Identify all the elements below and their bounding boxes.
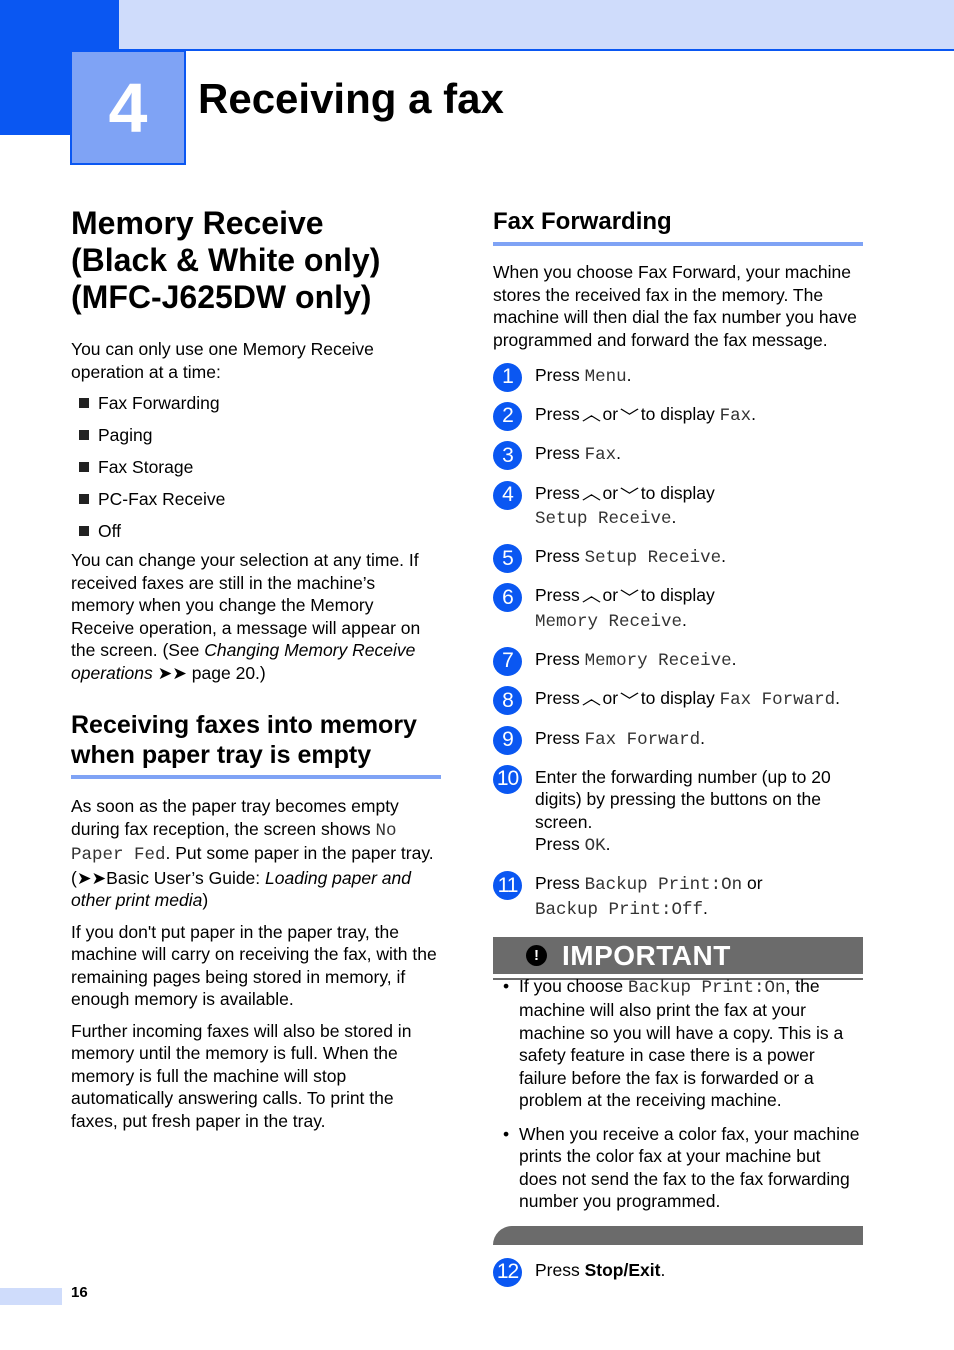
heading-line: (MFC-J625DW only): [71, 279, 372, 315]
up-chevron-icon: ︿: [582, 486, 601, 502]
step-number-badge: 12: [493, 1258, 522, 1287]
cross-reference-link[interactable]: Loading paper and other print media: [71, 867, 411, 911]
paper-empty-paragraph: [71, 795, 441, 912]
intro-paragraph: You can only use one Memory Receive operation at a time:: [71, 339, 374, 382]
step-1: [493, 364, 863, 389]
footer-tab: [0, 1288, 62, 1305]
text-run: Press: [535, 834, 585, 855]
down-chevron-icon: ﹀: [620, 486, 639, 502]
text-run: Press: [535, 1259, 585, 1280]
text-run: or: [597, 482, 623, 503]
list-item-label: Paging: [98, 424, 153, 445]
important-bullet: [493, 1123, 863, 1213]
step-number-badge: 1: [493, 363, 522, 392]
text-run: to display: [635, 688, 720, 709]
step-number-badge: 10: [493, 765, 522, 794]
no-paper-paragraph: If you don't put paper in the paper tray, the machine will carry on receiving the fax, with the remaining pages being stored in memory, if enough memory is available.: [71, 921, 437, 1010]
menu-key: Fax Forward: [584, 729, 701, 750]
step-5: [493, 545, 863, 570]
text-run: .: [751, 404, 756, 425]
text-run: .: [835, 688, 840, 709]
text-run: to display: [635, 482, 715, 503]
menu-key: Memory Receive: [535, 611, 683, 632]
text-run: Press: [535, 482, 585, 503]
option-list: [71, 392, 441, 542]
heading-line: (Black & White only): [71, 242, 381, 278]
text-run: Press: [535, 546, 585, 567]
step-12: [493, 1259, 863, 1282]
memory-full-paragraph: Further incoming faxes will also be stored in memory until the memory is full. When the memory is full the machine will stop automatically answering calls. To print the faxes, put fresh paper in the tray.: [71, 1020, 412, 1131]
step-number-badge: 8: [493, 686, 522, 715]
list-item-label: Fax Storage: [98, 456, 194, 477]
text-run: Press: [535, 585, 585, 606]
text-run: , the machine will also print the fax at your machine so you will have a copy. This is a safety feature in case there is a power failure before the fax is forwarded or a problem at the receiving machine.: [519, 975, 844, 1111]
list-item: [79, 392, 441, 415]
menu-key: Fax: [584, 445, 617, 466]
text-run: .: [671, 507, 677, 528]
list-item-label: Off: [98, 520, 122, 541]
list-item-label: Fax Forwarding: [98, 393, 220, 413]
chapter-title: Receiving a fax: [198, 75, 504, 122]
menu-key: Backup Print:Off: [535, 899, 704, 920]
text-run: Press: [535, 443, 585, 464]
step-2: [493, 403, 863, 428]
list-item-label: PC-Fax Receive: [98, 488, 226, 509]
down-chevron-icon: ﹀: [620, 408, 639, 424]
step-number-badge: 5: [493, 544, 522, 573]
list-item: [79, 424, 441, 447]
step-number-badge: 3: [493, 441, 522, 470]
square-bullet-icon: [79, 462, 89, 472]
menu-key: Setup Receive: [584, 548, 722, 569]
cross-reference-link[interactable]: Changing Memory Receive operations: [71, 640, 416, 683]
fax-forwarding-heading: Fax Forwarding: [493, 207, 863, 246]
left-column: [71, 205, 441, 1132]
text-run: You can change your selection at any time. If received faxes are still in the machine’s memory when you change the Memory Receive operation, a message will appear on the screen. (See: [71, 550, 421, 661]
up-chevron-icon: ︿: [582, 692, 601, 708]
page-number: 16: [71, 1284, 88, 1301]
menu-key: Fax: [719, 406, 752, 427]
bullet-dot-icon: •: [503, 975, 510, 996]
step-10: [493, 766, 863, 858]
step-number-badge: 2: [493, 402, 522, 431]
text-run: or: [742, 873, 763, 894]
text-run: or: [597, 688, 623, 709]
menu-key: Memory Receive: [584, 651, 732, 672]
text-run: Basic User’s Guide:: [106, 867, 266, 888]
step-3: [493, 442, 863, 467]
text-run: Press: [535, 404, 585, 425]
text-run: .: [721, 546, 727, 567]
down-chevron-icon: ﹀: [620, 692, 639, 708]
text-run: ): [202, 890, 209, 911]
text-run: Press: [535, 873, 585, 894]
fax-forwarding-intro: When you choose Fax Forward, your machine stores the received fax in the memory. The machine will then dial the fax number you have programmed and forward the fax message.: [493, 262, 857, 350]
bullet-dot-icon: •: [503, 1123, 510, 1144]
text-run: .: [660, 1259, 666, 1280]
step-9: [493, 727, 863, 752]
text-run: .: [616, 443, 621, 464]
menu-key: Fax Forward: [719, 690, 836, 711]
text-run: or: [597, 404, 623, 425]
text-run: If you choose: [519, 975, 628, 996]
text-run: .: [731, 649, 737, 670]
square-bullet-icon: [79, 526, 89, 536]
memory-receive-heading: [71, 205, 441, 316]
text-run: Press: [535, 688, 585, 709]
change-paragraph: [71, 549, 441, 684]
text-run: Press: [535, 365, 585, 385]
list-item: [79, 488, 441, 511]
double-arrow-icon: ➤➤: [76, 867, 107, 888]
menu-key: Backup Print:On: [627, 977, 786, 998]
up-chevron-icon: ︿: [582, 589, 601, 605]
up-chevron-icon: ︿: [582, 408, 601, 424]
important-header: [493, 937, 863, 974]
step-number-badge: 11: [493, 871, 522, 900]
text-run: Enter the forwarding number (up to 20 digits) by pressing the buttons on the screen.: [535, 766, 831, 832]
text-run: to display: [635, 585, 715, 606]
header-band-light: [119, 0, 954, 49]
paper-tray-heading: Receiving faxes into memory when paper tray is empty: [71, 710, 441, 779]
square-bullet-icon: [79, 430, 89, 440]
chapter-number-box: [70, 50, 186, 165]
list-item: [79, 520, 441, 543]
important-bullet: [493, 975, 863, 1112]
step-4: [493, 482, 863, 531]
step-number-badge: 9: [493, 726, 522, 755]
text-run: .: [703, 897, 708, 918]
double-arrow-icon: ➤➤: [157, 662, 187, 683]
right-column: [493, 207, 863, 1296]
step-11: [493, 872, 863, 921]
text-run: to display: [635, 404, 720, 425]
text-run: When you receive a color fax, your machine prints the color fax at your machine but does not send the fax to the fax forwarding number you programmed.: [519, 1123, 860, 1212]
text-run: .: [682, 609, 687, 630]
square-bullet-icon: [79, 494, 89, 504]
lcd-message: No Paper Fed: [71, 820, 397, 866]
step-8: [493, 687, 863, 712]
menu-key: OK: [584, 836, 606, 857]
step-number-badge: 4: [493, 481, 522, 510]
text-run: Press: [535, 727, 585, 748]
down-chevron-icon: ﹀: [620, 589, 639, 605]
header-rule: [119, 49, 954, 51]
square-bullet-icon: [79, 398, 89, 408]
text-run: .: [605, 834, 611, 855]
exclamation-icon: !: [526, 945, 547, 966]
text-run: page 20.): [186, 662, 266, 683]
menu-key: Menu: [584, 367, 627, 387]
text-run: or: [597, 585, 623, 606]
text-run: . Put some paper in the paper tray. (: [71, 843, 434, 888]
menu-key: Setup Receive: [535, 509, 672, 530]
text-run: As soon as the paper tray becomes empty during fax reception, the screen shows: [71, 796, 399, 839]
text-run: .: [626, 365, 632, 385]
important-box: [493, 937, 863, 1245]
step-number-badge: 7: [493, 647, 522, 676]
step-6: [493, 584, 863, 633]
important-title: IMPORTANT: [562, 939, 731, 971]
text-run: Press: [535, 649, 585, 670]
step-number-badge: 6: [493, 583, 522, 612]
heading-line: Memory Receive: [71, 205, 324, 241]
chapter-number: 4: [108, 68, 148, 147]
list-item: [79, 456, 441, 479]
important-footer-bar: [493, 1226, 863, 1245]
stop-exit-key: Stop/Exit: [584, 1259, 661, 1280]
text-run: .: [700, 727, 706, 748]
step-7: [493, 648, 863, 673]
menu-key: Backup Print:On: [584, 875, 743, 896]
